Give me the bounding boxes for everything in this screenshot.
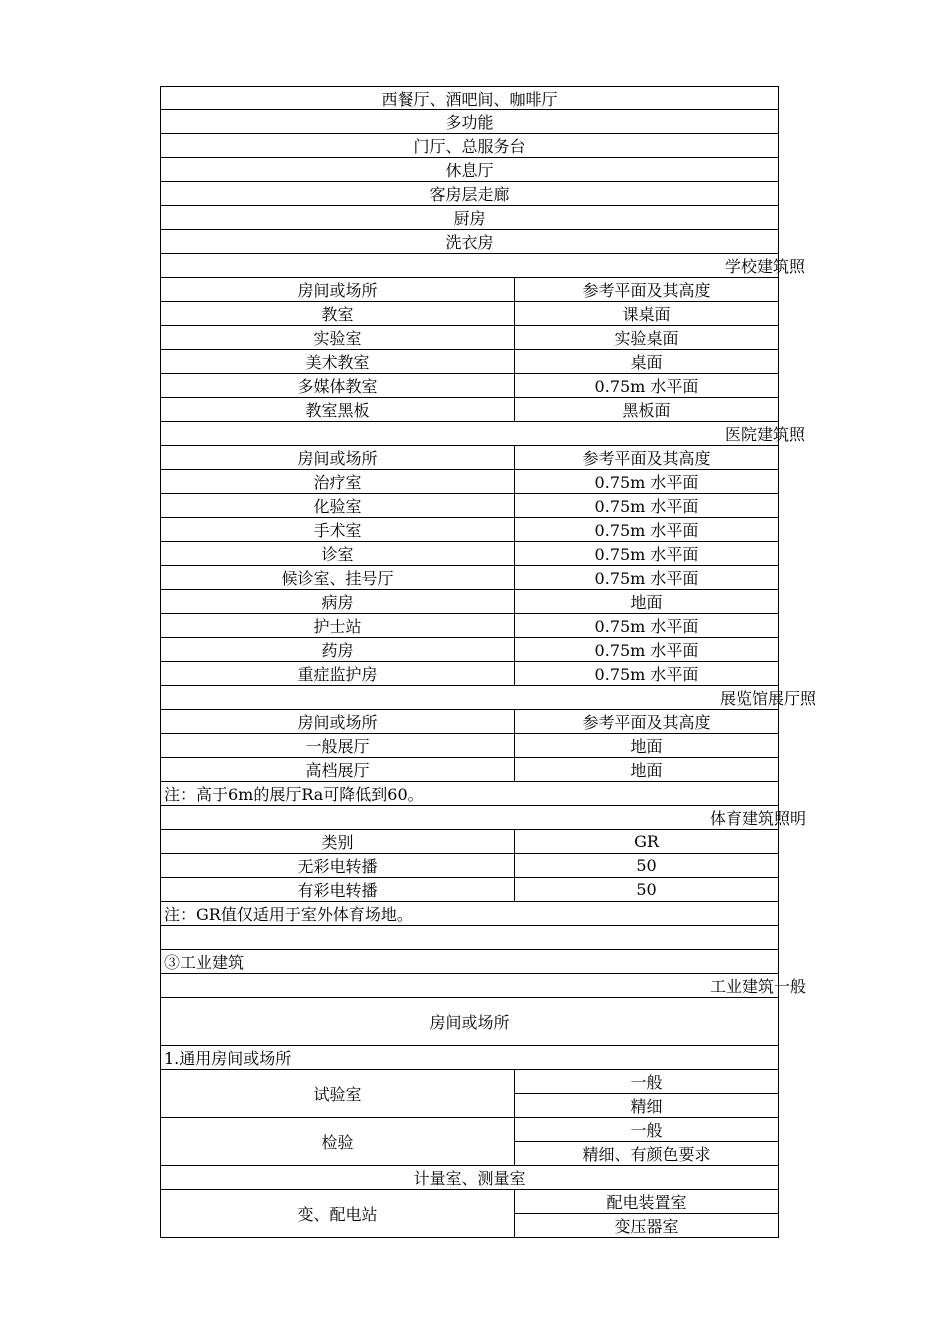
sub-cell: 变压器室 xyxy=(614,1216,679,1236)
table-header-row xyxy=(160,998,779,1046)
table-header-row xyxy=(160,830,779,854)
table-cell: 诊室 xyxy=(321,545,354,564)
industrial-section-heading: ③工业建筑 xyxy=(164,953,245,972)
section-title-row xyxy=(160,686,816,710)
table-row xyxy=(160,542,779,566)
table-cell: 多媒体教室 xyxy=(297,377,378,396)
table-cell: 候诊室、挂号厅 xyxy=(281,569,394,588)
table-cell: 洗衣房 xyxy=(445,233,494,252)
section-title-row xyxy=(160,974,806,998)
table-cell: 0.75m 水平面 xyxy=(514,662,778,685)
table-cell: 课桌面 xyxy=(514,302,778,325)
table-row xyxy=(160,230,779,254)
exhibit-section-title: 展览馆展厅照 xyxy=(719,689,816,708)
group-label: 1.通用房间或场所 xyxy=(164,1049,292,1068)
sub-cells xyxy=(514,1190,778,1237)
table-cell: 手术室 xyxy=(313,521,362,540)
table-header-row xyxy=(160,278,779,302)
table-row xyxy=(160,206,779,230)
table-cell: 病房 xyxy=(321,593,354,612)
table-row xyxy=(160,350,779,374)
table-cell: 厨房 xyxy=(453,209,486,228)
sub-cells xyxy=(514,1070,778,1117)
table-cell: 一般展厅 xyxy=(305,737,370,756)
table-cell: 客房层走廊 xyxy=(429,185,510,204)
table-row xyxy=(160,1166,779,1190)
exhibit-note: 注：高于6m的展厅Ra可降低到60。 xyxy=(164,785,424,804)
sub-cell: 配电装置室 xyxy=(515,1190,778,1214)
table-row xyxy=(160,590,779,614)
header-cell: 参考平面及其高度 xyxy=(514,710,778,733)
table-header-row xyxy=(160,446,779,470)
table-row xyxy=(160,566,779,590)
sports-note: 注：GR值仅适用于室外体育场地。 xyxy=(164,905,413,924)
table-cell: 高档展厅 xyxy=(305,761,370,780)
table-cell: 护士站 xyxy=(313,617,362,636)
table-row xyxy=(160,134,779,158)
table-row xyxy=(160,398,779,422)
table-row xyxy=(160,1070,779,1118)
sub-cell: 精细、有颜色要求 xyxy=(582,1144,711,1164)
table-cell: 实验桌面 xyxy=(514,326,778,349)
table-cell: 0.75m 水平面 xyxy=(514,614,778,637)
empty-row xyxy=(160,926,779,950)
section-title-row xyxy=(160,254,805,278)
table-row xyxy=(160,326,779,350)
header-cell: 房间或场所 xyxy=(297,713,378,732)
section-heading-row xyxy=(160,950,779,974)
table-cell: 检验 xyxy=(321,1133,354,1152)
table-cell: 0.75m 水平面 xyxy=(514,494,778,517)
sub-cell: 精细 xyxy=(630,1096,663,1116)
table-cell: 有彩电转播 xyxy=(297,881,378,900)
table-cell: 休息厅 xyxy=(445,161,494,180)
table-row xyxy=(160,662,779,686)
table-cell: 桌面 xyxy=(514,350,778,373)
table-row xyxy=(160,758,779,782)
table-cell: 0.75m 水平面 xyxy=(514,518,778,541)
table-row xyxy=(160,374,779,398)
table-cell: 地面 xyxy=(514,758,778,781)
table-cell: 无彩电转播 xyxy=(297,857,378,876)
note-row xyxy=(160,782,779,806)
table-row xyxy=(160,470,779,494)
table-cell: 计量室、测量室 xyxy=(413,1169,526,1188)
table-row xyxy=(160,854,779,878)
header-cell: 房间或场所 xyxy=(429,1013,510,1032)
hospital-section-title: 医院建筑照 xyxy=(724,425,805,444)
table-row xyxy=(160,494,779,518)
table-cell: 0.75m 水平面 xyxy=(514,638,778,661)
school-section-title: 学校建筑照 xyxy=(724,257,805,276)
header-cell: GR xyxy=(514,830,778,853)
section-title-row xyxy=(160,422,805,446)
table-cell: 重症监护房 xyxy=(297,665,378,684)
table-row xyxy=(160,518,779,542)
header-cell: 房间或场所 xyxy=(297,449,378,468)
table-cell: 0.75m 水平面 xyxy=(514,374,778,397)
header-cell: 类别 xyxy=(321,833,354,852)
table-row xyxy=(160,302,779,326)
table-cell: 美术教室 xyxy=(305,353,370,372)
note-row xyxy=(160,902,779,926)
sub-cell: 一般 xyxy=(515,1070,778,1094)
table-cell: 治疗室 xyxy=(313,473,362,492)
header-cell: 参考平面及其高度 xyxy=(514,446,778,469)
spreadsheet-table xyxy=(160,86,816,1238)
table-row xyxy=(160,614,779,638)
industrial-section-title: 工业建筑一般 xyxy=(709,977,806,996)
table-cell: 50 xyxy=(514,878,778,901)
table-row xyxy=(160,158,779,182)
group-row xyxy=(160,1046,779,1070)
table-cell: 实验室 xyxy=(313,329,362,348)
section-title-row xyxy=(160,806,806,830)
header-cell: 参考平面及其高度 xyxy=(514,278,778,301)
table-row xyxy=(160,110,779,134)
table-cell: 试验室 xyxy=(313,1085,362,1104)
table-cell: 门厅、总服务台 xyxy=(413,137,526,156)
table-cell: 西餐厅、酒吧间、咖啡厅 xyxy=(381,89,558,109)
table-cell: 多功能 xyxy=(445,113,494,132)
table-cell: 50 xyxy=(514,854,778,877)
table-cell: 0.75m 水平面 xyxy=(514,542,778,565)
table-cell: 教室黑板 xyxy=(305,401,370,420)
table-cell: 黑板面 xyxy=(514,398,778,421)
header-cell: 房间或场所 xyxy=(297,281,378,300)
table-header-row xyxy=(160,710,779,734)
sports-section-title: 体育建筑照明 xyxy=(709,809,806,828)
table-row xyxy=(160,878,779,902)
table-cell: 教室 xyxy=(321,305,354,324)
table-cell: 变、配电站 xyxy=(297,1205,378,1224)
table-row xyxy=(160,182,779,206)
sub-cells xyxy=(514,1118,778,1165)
table-row xyxy=(160,1118,779,1166)
table-row xyxy=(160,734,779,758)
table-row xyxy=(160,1190,779,1238)
table-cell: 地面 xyxy=(514,590,778,613)
table-cell: 化验室 xyxy=(313,497,362,516)
table-row xyxy=(160,86,779,110)
table-cell: 药房 xyxy=(321,641,354,660)
table-cell: 0.75m 水平面 xyxy=(514,566,778,589)
table-row xyxy=(160,638,779,662)
table-cell: 0.75m 水平面 xyxy=(514,470,778,493)
sub-cell: 一般 xyxy=(515,1118,778,1142)
table-cell: 地面 xyxy=(514,734,778,757)
